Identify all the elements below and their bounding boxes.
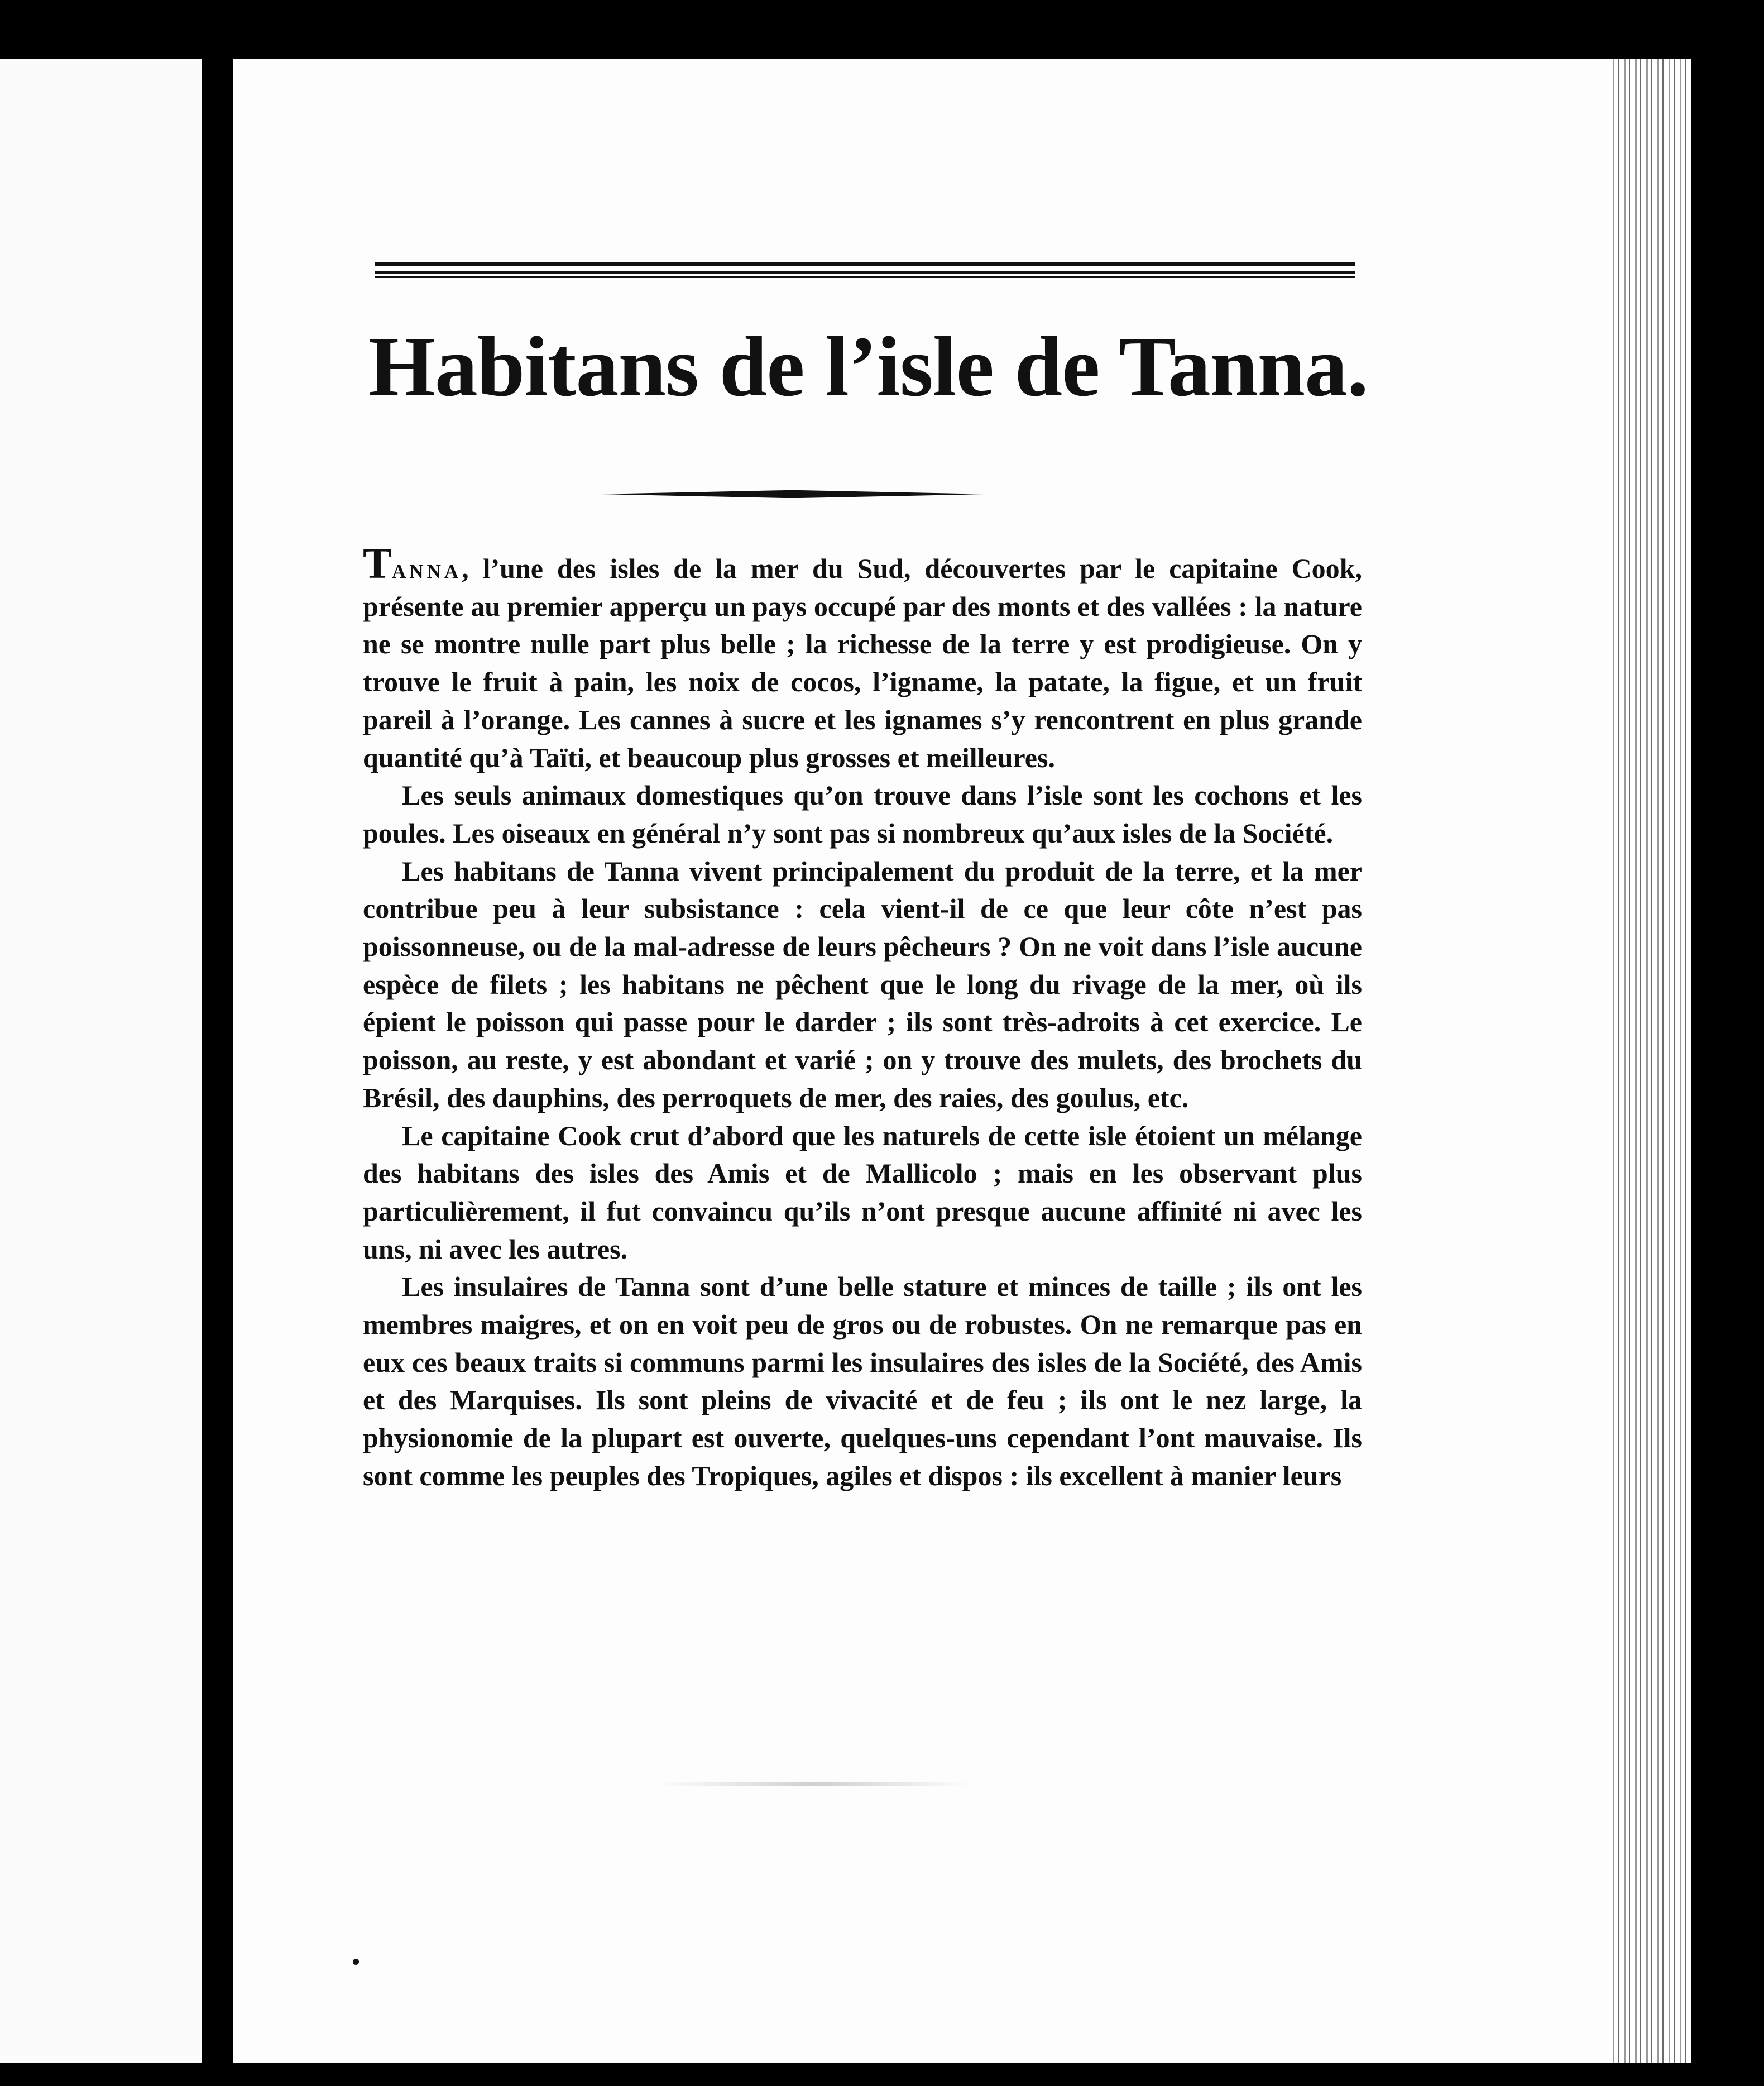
body-text [363,539,1362,1495]
ink-dot [353,1959,359,1965]
book-gutter [202,59,236,2063]
page-edges [1608,59,1691,2063]
bleed-through-mark [659,1782,971,1786]
page-title: Habitans de l’isle de Tanna. [368,319,1368,414]
paragraph: Les insulaires de Tanna sont d’une belle stature et minces de taille ; ils ont les membres maigres, et on en voit peu de gros ou de robustes. On ne remarque pas en eux ces beaux traits si communs parmi les insulaires des isles de la Société, des Amis et des Marquises. Ils sont pleins de vivacité et de feu ; ils ont le nez large, la physionomie de la plupart est ouverte, quelques-uns cependant l’ont mauvaise. Ils sont comme les peuples des Tropiques, agiles et dispos : ils excellent à manier leurs [363,1271,1362,1491]
left-page-edge [0,59,202,2063]
paragraph [363,539,1362,777]
paragraph-text: , l’une des isles de la mer du Sud, découvertes par le capitaine Cook, présente au premier apperçu un pays occupé par des monts et des vallées : la nature ne se montre nulle part plus belle ; la richesse de la terre y est prodigieuse. On y trouve le fruit à pain, les noix de cocos, l’igname, la patate, la figue, et un fruit pareil à l’orange. Les cannes à sucre et les ignames s’y rencontrent en plus grande quantité qu’à Taïti, et beaucoup plus grosses et meilleures. [363,553,1362,773]
header-double-rule [375,262,1355,278]
scan-border [1691,59,1764,2063]
paragraph: Les habitans de Tanna vivent principalement du produit de la terre, et la mer contribue peu à leur subsistance : cela vient-il de ce que leur côte n’est pas poissonneuse, ou de la mal-adresse de leurs pêcheurs ? On ne voit dans l’isle aucune espèce de filets ; les habitans ne pêchent que le long du rivage de la mer, où ils épient le poisson qui passe pour le darder ; ils sont très-adroits à cet exercice. Le poisson, au reste, y est abondant et varié ; on y trouve des mulets, des brochets du Brésil, des dauphins, des perroquets de mer, des raies, des goulus, etc. [363,855,1362,1113]
lead-smallcaps: anna [392,553,462,584]
paragraph: Les seuls animaux domestiques qu’on trouve dans l’isle sont les cochons et les poules. Les oiseaux en général n’y sont pas si nombreux qu’aux isles de la Société. [363,779,1362,849]
drop-cap: T [363,539,392,587]
paragraph: Le capitaine Cook crut d’abord que les naturels de cette isle étoient un mélange des habitans des isles des Amis et de Mallicolo ; mais en les observant plus particulièrement, il fut convaincu qu’ils n’ont presque aucune affinité ni avec les uns, ni avec les autres. [363,1119,1362,1265]
